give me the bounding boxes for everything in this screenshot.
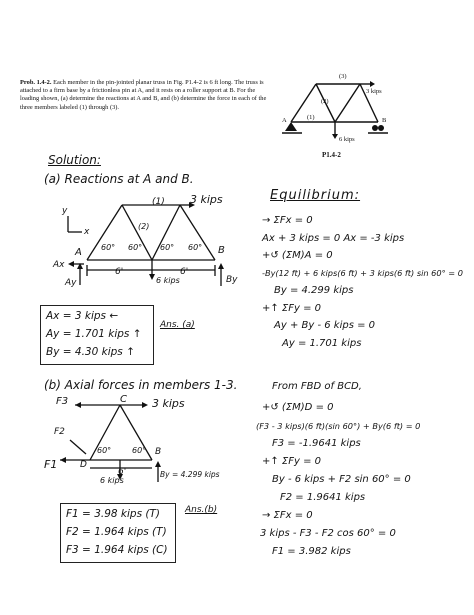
- problem-number: Prob. 1.4-2.: [20, 79, 52, 86]
- eq-b-1: +↺ (ΣM)D = 0: [262, 402, 334, 413]
- sketch-b-load-down: 6 kips: [100, 476, 124, 485]
- sketch-a-load: 3 kips: [190, 193, 223, 206]
- fig-label-B: B: [382, 117, 387, 124]
- fig-label-m1: (1): [307, 114, 315, 121]
- sketch-a-By: By: [226, 275, 238, 285]
- sketch-a-angle-4: 60°: [188, 243, 203, 252]
- sketch-b-C: C: [120, 394, 127, 405]
- equations-b: [256, 399, 421, 561]
- eq-b-2: (F3 - 3 kips)(6 ft)(sin 60°) + By(6 ft) = 0: [256, 421, 421, 431]
- answer-b-1: F1 = 3.98 kips (T): [66, 508, 160, 520]
- eq-a-8: Ay = 1.701 kips: [282, 337, 362, 349]
- sketch-a-x: x: [84, 227, 90, 237]
- eq-b-7: → ΣFx = 0: [262, 510, 313, 521]
- sketch-a-Ay: Ay: [65, 278, 77, 288]
- answer-a-2: Ay = 1.701 kips ↑: [46, 328, 142, 340]
- sketch-a-load-down: 6 kips: [156, 276, 180, 285]
- sketch-b-B: B: [155, 447, 162, 457]
- eq-b-4: +↑ ΣFy = 0: [262, 456, 322, 467]
- sketch-a-m1: (1): [152, 197, 165, 207]
- fig-label-load: 3 kips: [366, 88, 382, 95]
- fig-label-down: 6 kips: [339, 136, 355, 143]
- eq-a-2: Ax + 3 kips = 0 Ax = -3 kips: [262, 232, 405, 244]
- eq-a-1: → ΣFx = 0: [262, 215, 313, 226]
- ans-a-label: Ans. (a): [160, 320, 195, 330]
- answer-b-3: F3 = 1.964 kips (C): [66, 544, 168, 556]
- eq-b-3: F3 = -1.9641 kips: [272, 438, 361, 449]
- eq-a-4: -By(12 ft) + 6 kips(6 ft) + 3 kips(6 ft) sin 60° = 0: [262, 267, 463, 278]
- fig-label-m3: (3): [339, 73, 347, 80]
- eq-b-8: 3 kips - F3 - F2 cos 60° = 0: [260, 528, 396, 539]
- part-a-heading: (a) Reactions at A and B.: [44, 172, 194, 186]
- sketch-b-F1: F1: [44, 458, 58, 471]
- sketch-b-D: D: [80, 460, 87, 470]
- sketch-a-angle-3: 60°: [160, 243, 175, 252]
- problem-text: Each member in the pin-jointed planar truss in Fig. P1.4-2 is 6 ft long. The truss is attached to a firm base by a frictionless pin at A, and it rests on a roller support at B. For the loading shown, (a) determine the reactions at A and B, and (b) determine the force in each of the three members labeled (1) through (3).: [20, 79, 267, 111]
- eq-a-7: Ay + By - 6 kips = 0: [274, 320, 376, 331]
- fig-label-m2: (2): [321, 98, 329, 105]
- sketch-a-m2: (2): [138, 222, 150, 231]
- sketch-b-dim: 6': [118, 467, 127, 477]
- sketch-b-angle-1: 60°: [97, 446, 112, 455]
- ans-b-label: Ans.(b): [185, 505, 218, 515]
- sketch-b-F2: F2: [54, 427, 65, 437]
- sketch-a-dim-1: 6': [115, 267, 124, 277]
- sketch-a-B: B: [218, 245, 225, 256]
- fig-label-A: A: [282, 117, 287, 124]
- answer-a-1: Ax = 3 kips ←: [46, 310, 119, 322]
- sketch-a-angle-1: 60°: [101, 243, 116, 252]
- sketch-b-By: By = 4.299 kips: [160, 470, 220, 479]
- sketch-a-y: y: [62, 206, 68, 216]
- eq-a-5: By = 4.299 kips: [274, 285, 354, 296]
- eq-b-6: F2 = 1.9641 kips: [280, 492, 366, 503]
- solution-heading: Solution:: [48, 153, 101, 167]
- equilibrium-heading: Equilibrium:: [270, 188, 361, 203]
- sketch-a-Ax: Ax: [53, 260, 65, 270]
- sketch-b-angle-2: 60°: [132, 446, 147, 455]
- sketch-a-angle-2: 60°: [128, 243, 143, 252]
- eq-a-6: +↑ ΣFy = 0: [262, 302, 322, 314]
- figure-caption: P1.4-2: [322, 151, 341, 159]
- sketch-b-F3: F3: [56, 396, 69, 407]
- eq-b-9: F1 = 3.982 kips: [272, 546, 351, 557]
- sketch-b-load: 3 kips: [152, 397, 185, 410]
- eq-b-5: By - 6 kips + F2 sin 60° = 0: [272, 474, 411, 485]
- fbd-note: From FBD of BCD,: [272, 381, 362, 392]
- answer-b-2: F2 = 1.964 kips (T): [66, 526, 167, 538]
- answer-a-3: By = 4.30 kips ↑: [46, 346, 135, 358]
- sketch-a-A: A: [75, 247, 82, 258]
- eq-a-3: +↺ (ΣM)A = 0: [262, 250, 333, 261]
- sketch-a-dim-2: 6': [180, 267, 189, 277]
- part-b-heading: (b) Axial forces in members 1-3.: [44, 378, 238, 392]
- answers-b: [66, 505, 168, 559]
